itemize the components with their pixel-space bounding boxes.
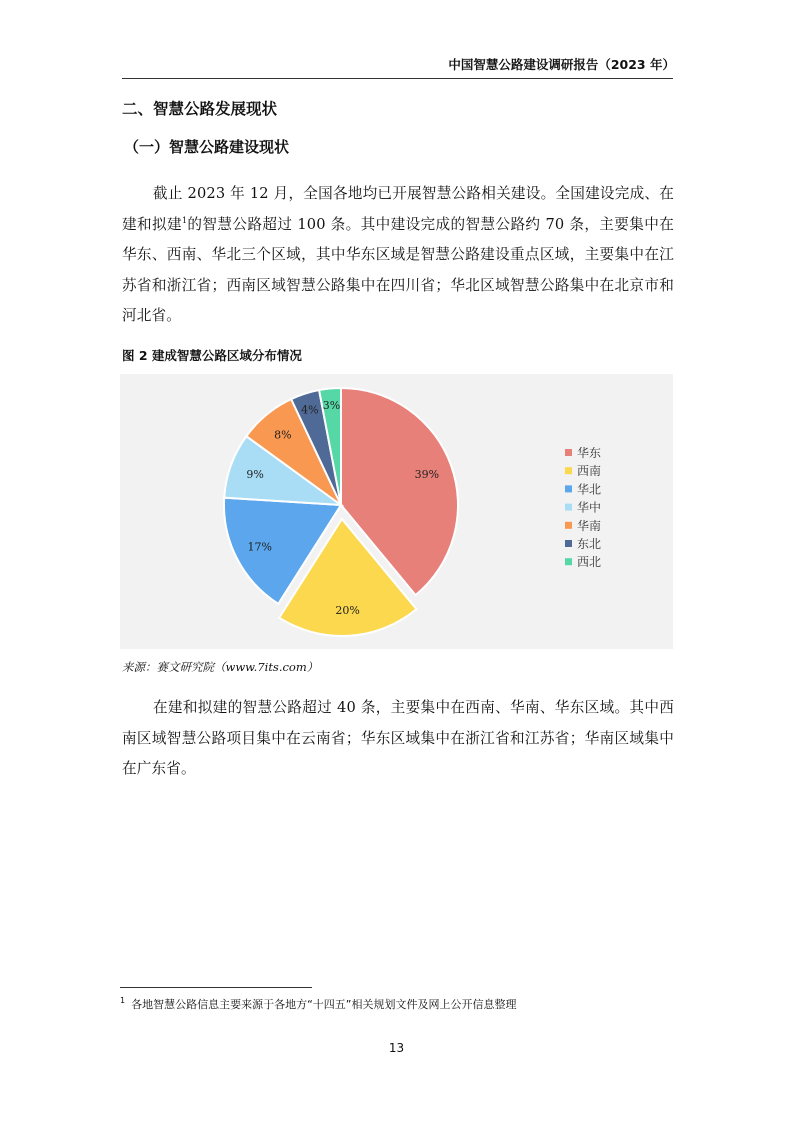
pie-chart-container [120,374,673,649]
paragraph-construction-status [122,179,674,332]
legend-swatch-3 [565,504,572,511]
legend-swatch-1 [565,467,572,474]
footnote-divider [120,987,312,988]
legend-label-1: 西南 [577,464,602,479]
legend-label-3: 华中 [577,500,602,515]
paragraph-text-part1: 截止 2023 年 12 月，全国各地均已开展智慧公路相关建设。全国建设完成、在建和拟建 [122,185,674,233]
page-number: 13 [388,1041,405,1055]
legend-swatch-6 [565,558,572,565]
slice-label-4: 8% [274,428,292,442]
legend-label-2: 华北 [577,482,602,497]
subsection-heading: （一）智慧公路建设现状 [124,138,290,156]
footnote-text: 各地智慧公路信息主要来源于各地方“十四五”相关规划文件及网上公开信息整理 [131,998,517,1011]
legend-swatch-2 [565,485,572,492]
footnote-reference[interactable]: 1 [181,215,188,225]
footnote-marker: 1 [120,996,126,1006]
slice-label-2: 17% [247,540,272,554]
running-header: 中国智慧公路建设调研报告（2023 年） [448,57,675,72]
slice-label-1: 20% [335,604,360,618]
slice-label-3: 9% [246,468,264,482]
pie-slices [224,388,458,636]
legend-swatch-4 [565,522,572,529]
pie-chart [120,374,673,649]
legend-label-5: 东北 [577,537,602,551]
paragraph-text-part2: 的智慧公路超过 100 条。其中建设完成的智慧公路约 70 条，主要集中在华东、西南、华北三个区域，其中华东区域是智慧公路建设重点区域，主要集中在江苏省和浙江省；西南区域智慧公路集中在四川省；华北区域智慧公路集中在北京市和河北省。 [122,215,674,325]
header-divider [122,78,673,79]
legend-label-6: 西北 [577,555,602,570]
slice-label-5: 4% [301,403,319,417]
legend-label-4: 华南 [577,518,602,533]
chart-legend [565,445,601,569]
footnote [120,996,517,1012]
figure-source: 来源：赛文研究院（www.7its.com） [122,660,319,674]
legend-swatch-0 [565,449,572,456]
slice-label-0: 39% [414,468,440,482]
legend-label-0: 华东 [577,446,602,460]
slice-label-6: 3% [322,398,341,412]
paragraph-planned-roads: 在建和拟建的智慧公路超过 40 条，主要集中在西南、华南、华东区域。其中西南区域智慧公路项目集中在云南省；华东区域集中在浙江省和江苏省；华南区域集中在广东省。 [122,699,674,778]
section-heading: 二、智慧公路发展现状 [122,100,278,118]
figure-caption: 图 2 建成智慧公路区域分布情况 [122,348,302,363]
legend-swatch-5 [565,540,572,547]
